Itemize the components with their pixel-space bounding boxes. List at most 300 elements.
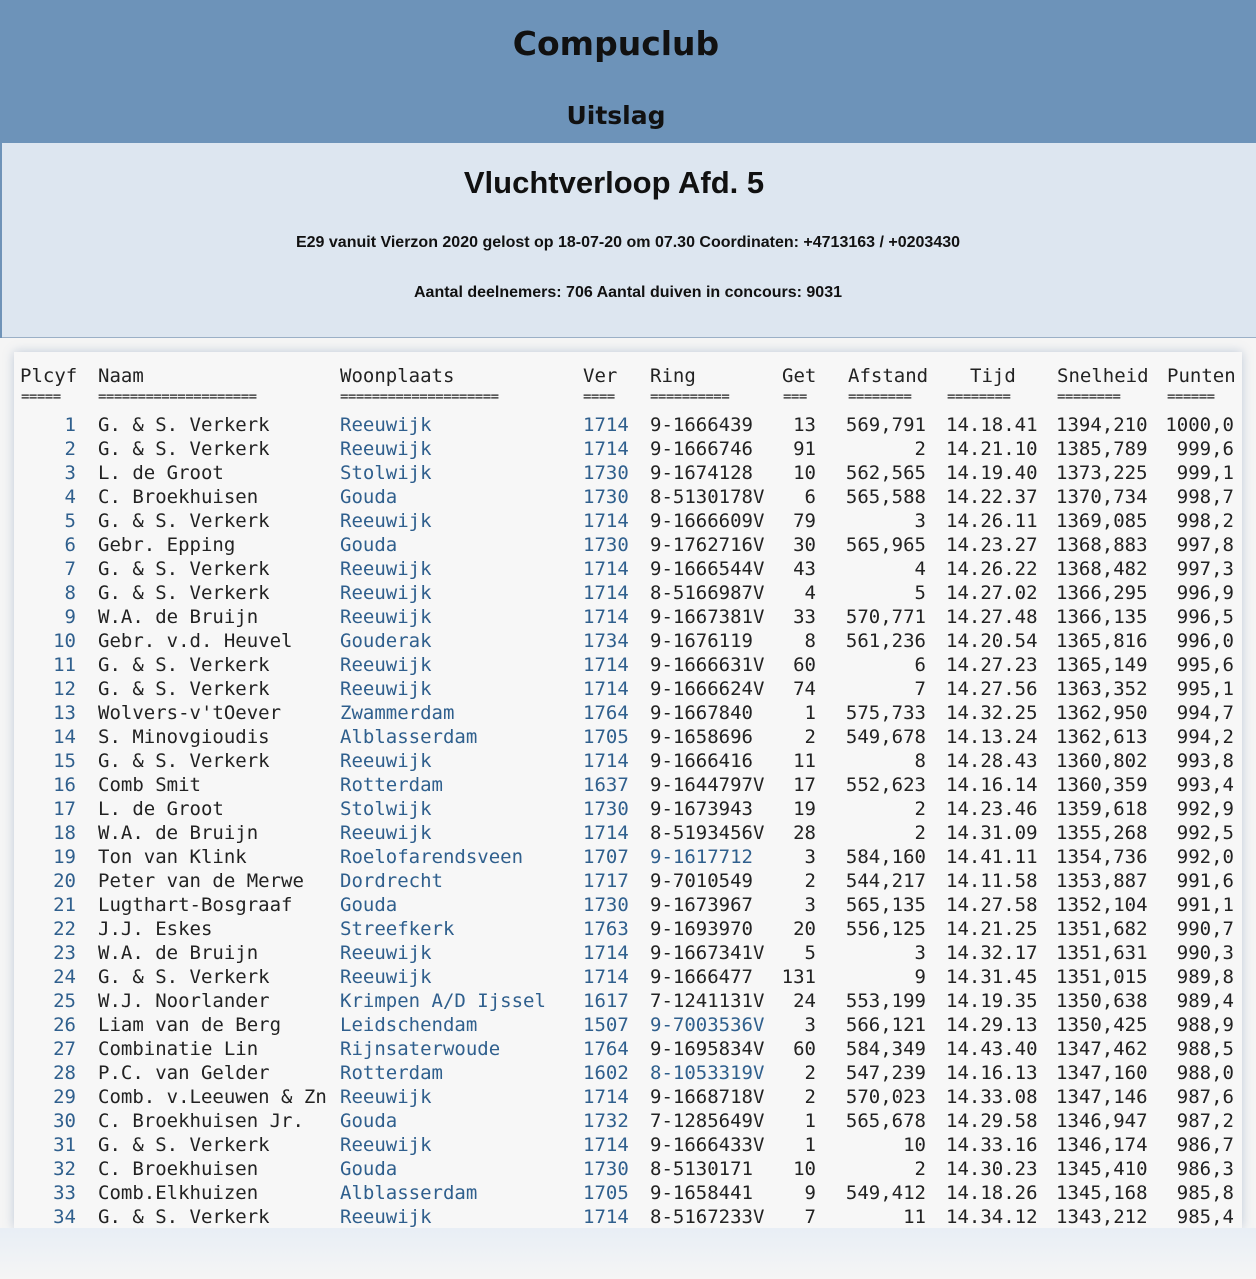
cell-points: 997,3 — [1176, 558, 1234, 580]
race-title: Vluchtverloop Afd. 5 — [463, 165, 765, 200]
cell-points: 992,9 — [1176, 798, 1234, 820]
cell-points: 991,1 — [1176, 894, 1234, 916]
cell-time: 14.21.25 — [946, 918, 1038, 940]
cell-rank: 11 — [53, 654, 76, 676]
cell-name: Peter van de Merwe — [98, 870, 304, 892]
cell-residence: Alblasserdam — [340, 1182, 478, 1204]
column-header-distance: Afstand — [848, 365, 929, 387]
cell-rank: 22 — [53, 918, 76, 940]
table-row — [14, 653, 1242, 677]
cell-points: 995,6 — [1176, 654, 1234, 676]
cell-rank: 30 — [53, 1110, 76, 1132]
cell-points: 988,5 — [1176, 1038, 1234, 1060]
cell-name: G. & S. Verkerk — [98, 1206, 270, 1228]
cell-points: 994,2 — [1176, 726, 1234, 748]
cell-residence: Reeuwijk — [340, 654, 432, 676]
cell-rank: 27 — [53, 1038, 76, 1060]
cell-distance: 3 — [914, 510, 926, 532]
cell-distance: 556,125 — [845, 918, 926, 940]
cell-points: 994,7 — [1176, 702, 1234, 724]
cell-club: 1714 — [583, 510, 629, 532]
column-header-rank: Plcyf — [20, 365, 78, 387]
cell-time: 14.33.08 — [946, 1086, 1038, 1108]
cell-club: 1714 — [583, 654, 629, 676]
column-separator: ====== — [1167, 389, 1215, 405]
cell-rank: 31 — [53, 1134, 76, 1156]
cell-club: 1730 — [583, 1158, 629, 1180]
cell-time: 14.27.23 — [946, 654, 1038, 676]
table-row — [14, 533, 1242, 557]
cell-distance: 3 — [914, 942, 926, 964]
cell-speed: 1368,482 — [1056, 558, 1148, 580]
table-row — [14, 629, 1242, 653]
cell-time: 14.22.37 — [946, 486, 1038, 508]
cell-distance: 11 — [903, 1206, 926, 1228]
cell-time: 14.30.23 — [946, 1158, 1038, 1180]
cell-club: 1714 — [583, 966, 629, 988]
race-info-panel — [2, 143, 1256, 338]
cell-club: 1730 — [583, 462, 629, 484]
cell-speed: 1345,168 — [1056, 1182, 1148, 1204]
cell-points: 989,8 — [1176, 966, 1234, 988]
table-row — [14, 677, 1242, 701]
cell-speed: 1373,225 — [1056, 462, 1148, 484]
cell-time: 14.31.09 — [946, 822, 1038, 844]
cell-points: 990,7 — [1176, 918, 1234, 940]
cell-time: 14.29.58 — [946, 1110, 1038, 1132]
cell-ring: 8-5166987V — [650, 582, 765, 604]
cell-distance: 544,217 — [845, 870, 926, 892]
cell-count: 131 — [781, 966, 816, 988]
cell-speed: 1355,268 — [1056, 822, 1148, 844]
cell-rank: 14 — [53, 726, 76, 748]
cell-name: Ton van Klink — [98, 846, 247, 868]
cell-distance: 565,965 — [845, 534, 926, 556]
cell-count: 19 — [793, 798, 816, 820]
cell-residence: Gouda — [340, 1110, 398, 1132]
cell-distance: 547,239 — [845, 1062, 926, 1084]
cell-points: 997,8 — [1176, 534, 1234, 556]
cell-points: 985,4 — [1176, 1206, 1234, 1228]
cell-name: W.J. Noorlander — [98, 990, 270, 1012]
table-row — [14, 917, 1242, 941]
cell-name: G. & S. Verkerk — [98, 558, 270, 580]
cell-ring: 9-1666624V — [650, 678, 765, 700]
cell-name: W.A. de Bruijn — [98, 822, 259, 844]
cell-points: 991,6 — [1176, 870, 1234, 892]
cell-name: G. & S. Verkerk — [98, 438, 270, 460]
cell-points: 988,0 — [1176, 1062, 1234, 1084]
cell-ring: 9-1644797V — [650, 774, 765, 796]
cell-distance: 584,160 — [845, 846, 926, 868]
cell-residence: Reeuwijk — [340, 582, 432, 604]
cell-name: G. & S. Verkerk — [98, 750, 270, 772]
cell-time: 14.27.02 — [946, 582, 1038, 604]
table-row — [14, 845, 1242, 869]
table-row — [14, 749, 1242, 773]
cell-ring: 9-1667840 — [650, 702, 753, 724]
cell-speed: 1345,410 — [1056, 1158, 1148, 1180]
cell-ring: 9-1695834V — [650, 1038, 765, 1060]
table-row — [14, 437, 1242, 461]
cell-distance: 4 — [914, 558, 926, 580]
cell-residence: Rijnsaterwoude — [340, 1038, 501, 1060]
cell-club: 1637 — [583, 774, 629, 796]
cell-rank: 20 — [53, 870, 76, 892]
cell-ring: 9-1666416 — [650, 750, 753, 772]
cell-time: 14.16.13 — [946, 1062, 1038, 1084]
cell-club: 1730 — [583, 798, 629, 820]
cell-time: 14.19.40 — [946, 462, 1038, 484]
table-row — [14, 509, 1242, 533]
cell-name: P.C. van Gelder — [98, 1062, 270, 1084]
cell-ring: 9-1666609V — [650, 510, 765, 532]
cell-count: 33 — [793, 606, 816, 628]
page-header — [0, 0, 1256, 143]
cell-points: 998,2 — [1176, 510, 1234, 532]
cell-count: 6 — [804, 486, 816, 508]
cell-ring: 9-1667381V — [650, 606, 765, 628]
cell-residence: Reeuwijk — [340, 822, 432, 844]
cell-name: Wolvers-v'tOever — [98, 702, 282, 724]
cell-rank: 16 — [53, 774, 76, 796]
cell-time: 14.18.41 — [946, 414, 1038, 436]
cell-points: 985,8 — [1176, 1182, 1234, 1204]
column-separator: ==== — [583, 389, 615, 405]
cell-speed: 1347,146 — [1056, 1086, 1148, 1108]
cell-ring: 8-5167233V — [650, 1206, 765, 1228]
cell-residence: Gouda — [340, 1158, 398, 1180]
cell-count: 3 — [804, 894, 816, 916]
cell-points: 987,6 — [1176, 1086, 1234, 1108]
cell-count: 7 — [804, 1206, 816, 1228]
table-row — [14, 725, 1242, 749]
cell-club: 1714 — [583, 678, 629, 700]
cell-count: 11 — [793, 750, 816, 772]
cell-speed: 1359,618 — [1056, 798, 1148, 820]
cell-club: 1717 — [583, 870, 629, 892]
cell-residence: Rotterdam — [340, 774, 443, 796]
cell-rank: 18 — [53, 822, 76, 844]
cell-club: 1763 — [583, 918, 629, 940]
cell-distance: 570,771 — [845, 606, 926, 628]
column-header-count: Get — [782, 365, 817, 387]
cell-club: 1714 — [583, 582, 629, 604]
cell-distance: 570,023 — [845, 1086, 926, 1108]
cell-distance: 2 — [914, 798, 926, 820]
cell-speed: 1353,887 — [1056, 870, 1148, 892]
cell-speed: 1365,816 — [1056, 630, 1148, 652]
cell-time: 14.31.45 — [946, 966, 1038, 988]
cell-rank: 17 — [53, 798, 76, 820]
cell-distance: 565,678 — [845, 1110, 926, 1132]
table-row — [14, 1061, 1242, 1085]
cell-ring: 8-5193456V — [650, 822, 765, 844]
cell-count: 9 — [804, 1182, 816, 1204]
cell-count: 60 — [793, 654, 816, 676]
column-header-residence: Woonplaats — [340, 365, 455, 387]
cell-points: 992,5 — [1176, 822, 1234, 844]
table-row — [14, 797, 1242, 821]
cell-count: 60 — [793, 1038, 816, 1060]
cell-speed: 1351,682 — [1056, 918, 1148, 940]
table-row — [14, 989, 1242, 1013]
cell-count: 20 — [793, 918, 816, 940]
cell-residence: Reeuwijk — [340, 438, 432, 460]
cell-name: Gebr. Epping — [98, 534, 236, 556]
column-header-club: Ver — [583, 365, 618, 387]
cell-count: 8 — [804, 630, 816, 652]
page-footer-fade — [0, 1228, 1256, 1279]
cell-club: 1507 — [583, 1014, 629, 1036]
cell-points: 993,8 — [1176, 750, 1234, 772]
cell-count: 1 — [804, 702, 816, 724]
cell-rank: 24 — [53, 966, 76, 988]
column-header-name: Naam — [98, 365, 144, 387]
cell-distance: 2 — [914, 438, 926, 460]
cell-club: 1730 — [583, 894, 629, 916]
cell-club: 1707 — [583, 846, 629, 868]
cell-speed: 1394,210 — [1056, 414, 1148, 436]
column-header-speed: Snelheid — [1057, 365, 1149, 387]
table-row — [14, 893, 1242, 917]
cell-rank: 23 — [53, 942, 76, 964]
cell-speed: 1346,947 — [1056, 1110, 1148, 1132]
cell-speed: 1347,462 — [1056, 1038, 1148, 1060]
cell-rank: 33 — [53, 1182, 76, 1204]
cell-club: 1714 — [583, 606, 629, 628]
cell-club: 1714 — [583, 1206, 629, 1228]
table-row — [14, 1109, 1242, 1133]
cell-points: 986,7 — [1176, 1134, 1234, 1156]
cell-speed: 1354,736 — [1056, 846, 1148, 868]
cell-ring: 9-1666477 — [650, 966, 753, 988]
cell-name: G. & S. Verkerk — [98, 414, 270, 436]
cell-speed: 1360,802 — [1056, 750, 1148, 772]
cell-ring: 9-1668718V — [650, 1086, 765, 1108]
cell-time: 14.27.56 — [946, 678, 1038, 700]
cell-club: 1714 — [583, 438, 629, 460]
cell-rank: 8 — [64, 582, 76, 604]
cell-count: 43 — [793, 558, 816, 580]
cell-rank: 4 — [64, 486, 76, 508]
cell-ring: 9-1666746 — [650, 438, 753, 460]
cell-distance: 553,199 — [845, 990, 926, 1012]
cell-rank: 32 — [53, 1158, 76, 1180]
cell-time: 14.16.14 — [946, 774, 1038, 796]
cell-count: 3 — [804, 1014, 816, 1036]
cell-ring: 9-1617712 — [650, 846, 753, 868]
column-header-ring: Ring — [650, 365, 696, 387]
table-row — [14, 1037, 1242, 1061]
cell-count: 2 — [804, 870, 816, 892]
cell-distance: 7 — [914, 678, 926, 700]
table-row — [14, 1085, 1242, 1109]
cell-points: 989,4 — [1176, 990, 1234, 1012]
cell-count: 2 — [804, 1086, 816, 1108]
table-row — [14, 413, 1242, 437]
cell-rank: 29 — [53, 1086, 76, 1108]
cell-club: 1714 — [583, 414, 629, 436]
cell-time: 14.26.11 — [946, 510, 1038, 532]
cell-distance: 549,678 — [845, 726, 926, 748]
cell-club: 1714 — [583, 1086, 629, 1108]
cell-speed: 1360,359 — [1056, 774, 1148, 796]
cell-name: Liam van de Berg — [98, 1014, 282, 1036]
cell-ring: 8-5130171 — [650, 1158, 753, 1180]
cell-name: Lugthart-Bosgraaf — [98, 894, 293, 916]
table-row — [14, 821, 1242, 845]
cell-club: 1714 — [583, 750, 629, 772]
cell-time: 14.32.17 — [946, 942, 1038, 964]
cell-points: 995,1 — [1176, 678, 1234, 700]
cell-speed: 1351,015 — [1056, 966, 1148, 988]
cell-count: 1 — [804, 1134, 816, 1156]
cell-points: 988,9 — [1176, 1014, 1234, 1036]
cell-points: 999,1 — [1176, 462, 1234, 484]
cell-distance: 2 — [914, 1158, 926, 1180]
cell-ring: 9-7003536V — [650, 1014, 765, 1036]
cell-residence: Reeuwijk — [340, 414, 432, 436]
cell-time: 14.28.43 — [946, 750, 1038, 772]
cell-count: 2 — [804, 726, 816, 748]
cell-residence: Reeuwijk — [340, 1086, 432, 1108]
cell-club: 1714 — [583, 942, 629, 964]
cell-residence: Reeuwijk — [340, 606, 432, 628]
cell-distance: 8 — [914, 750, 926, 772]
cell-residence: Rotterdam — [340, 1062, 443, 1084]
cell-time: 14.23.46 — [946, 798, 1038, 820]
cell-club: 1730 — [583, 486, 629, 508]
cell-ring: 8-5130178V — [650, 486, 765, 508]
cell-time: 14.29.13 — [946, 1014, 1038, 1036]
cell-rank: 7 — [64, 558, 76, 580]
cell-rank: 34 — [53, 1206, 76, 1228]
cell-time: 14.27.48 — [946, 606, 1038, 628]
cell-speed: 1346,174 — [1056, 1134, 1148, 1156]
cell-points: 998,7 — [1176, 486, 1234, 508]
cell-speed: 1365,149 — [1056, 654, 1148, 676]
cell-count: 30 — [793, 534, 816, 556]
table-row — [14, 701, 1242, 725]
cell-residence: Roelofarendsveen — [340, 846, 524, 868]
cell-rank: 6 — [64, 534, 76, 556]
cell-name: G. & S. Verkerk — [98, 510, 270, 532]
cell-rank: 15 — [53, 750, 76, 772]
cell-time: 14.26.22 — [946, 558, 1038, 580]
cell-count: 74 — [793, 678, 816, 700]
cell-club: 1705 — [583, 726, 629, 748]
cell-count: 10 — [793, 1158, 816, 1180]
cell-speed: 1385,789 — [1056, 438, 1148, 460]
cell-name: W.A. de Bruijn — [98, 942, 259, 964]
cell-time: 14.32.25 — [946, 702, 1038, 724]
cell-residence: Stolwijk — [340, 462, 432, 484]
table-row — [14, 1157, 1242, 1181]
cell-club: 1732 — [583, 1110, 629, 1132]
cell-rank: 9 — [64, 606, 76, 628]
cell-speed: 1343,212 — [1056, 1206, 1148, 1228]
column-header-points: Punten — [1167, 365, 1236, 387]
cell-speed: 1351,631 — [1056, 942, 1148, 964]
cell-distance: 561,236 — [845, 630, 926, 652]
cell-time: 14.20.54 — [946, 630, 1038, 652]
cell-residence: Reeuwijk — [340, 678, 432, 700]
cell-rank: 2 — [64, 438, 76, 460]
cell-club: 1764 — [583, 702, 629, 724]
cell-distance: 552,623 — [845, 774, 926, 796]
cell-club: 1602 — [583, 1062, 629, 1084]
cell-speed: 1368,883 — [1056, 534, 1148, 556]
cell-count: 3 — [804, 846, 816, 868]
cell-distance: 575,733 — [845, 702, 926, 724]
cell-rank: 28 — [53, 1062, 76, 1084]
cell-residence: Gouda — [340, 894, 398, 916]
cell-residence: Reeuwijk — [340, 750, 432, 772]
cell-ring: 9-1666439 — [650, 414, 753, 436]
cell-residence: Gouda — [340, 486, 398, 508]
cell-residence: Krimpen A/D Ijssel — [340, 990, 546, 1012]
cell-points: 996,5 — [1176, 606, 1234, 628]
table-row — [14, 605, 1242, 629]
cell-residence: Zwammerdam — [340, 702, 455, 724]
cell-rank: 5 — [64, 510, 76, 532]
cell-ring: 9-1658696 — [650, 726, 753, 748]
cell-speed: 1370,734 — [1056, 486, 1148, 508]
cell-club: 1734 — [583, 630, 629, 652]
column-separator: ==================== — [340, 389, 499, 405]
column-separator: ==================== — [98, 389, 257, 405]
cell-club: 1617 — [583, 990, 629, 1012]
table-row — [14, 773, 1242, 797]
cell-points: 999,6 — [1176, 438, 1234, 460]
table-row — [14, 869, 1242, 893]
cell-residence: Stolwijk — [340, 798, 432, 820]
table-row — [14, 461, 1242, 485]
results-table — [14, 352, 1242, 1228]
cell-name: G. & S. Verkerk — [98, 582, 270, 604]
column-separator: ======== — [947, 389, 1011, 405]
cell-club: 1714 — [583, 1134, 629, 1156]
cell-count: 24 — [793, 990, 816, 1012]
cell-distance: 565,588 — [845, 486, 926, 508]
cell-time: 14.33.16 — [946, 1134, 1038, 1156]
cell-rank: 3 — [64, 462, 76, 484]
cell-distance: 569,791 — [845, 414, 926, 436]
cell-count: 91 — [793, 438, 816, 460]
cell-time: 14.27.58 — [946, 894, 1038, 916]
cell-ring: 9-1676119 — [650, 630, 753, 652]
cell-rank: 1 — [64, 414, 76, 436]
cell-count: 5 — [804, 942, 816, 964]
cell-residence: Gouderak — [340, 630, 432, 652]
cell-residence: Gouda — [340, 534, 398, 556]
cell-time: 14.19.35 — [946, 990, 1038, 1012]
cell-distance: 584,349 — [845, 1038, 926, 1060]
cell-residence: Alblasserdam — [340, 726, 478, 748]
cell-distance: 5 — [914, 582, 926, 604]
cell-distance: 565,135 — [845, 894, 926, 916]
cell-time: 14.11.58 — [946, 870, 1038, 892]
cell-club: 1730 — [583, 534, 629, 556]
cell-time: 14.34.12 — [946, 1206, 1038, 1228]
cell-speed: 1362,613 — [1056, 726, 1148, 748]
table-row — [14, 1013, 1242, 1037]
cell-ring: 9-7010549 — [650, 870, 753, 892]
cell-points: 990,3 — [1176, 942, 1234, 964]
cell-name: C. Broekhuisen Jr. — [98, 1110, 304, 1132]
page-subtitle: Uitslag — [566, 101, 666, 130]
